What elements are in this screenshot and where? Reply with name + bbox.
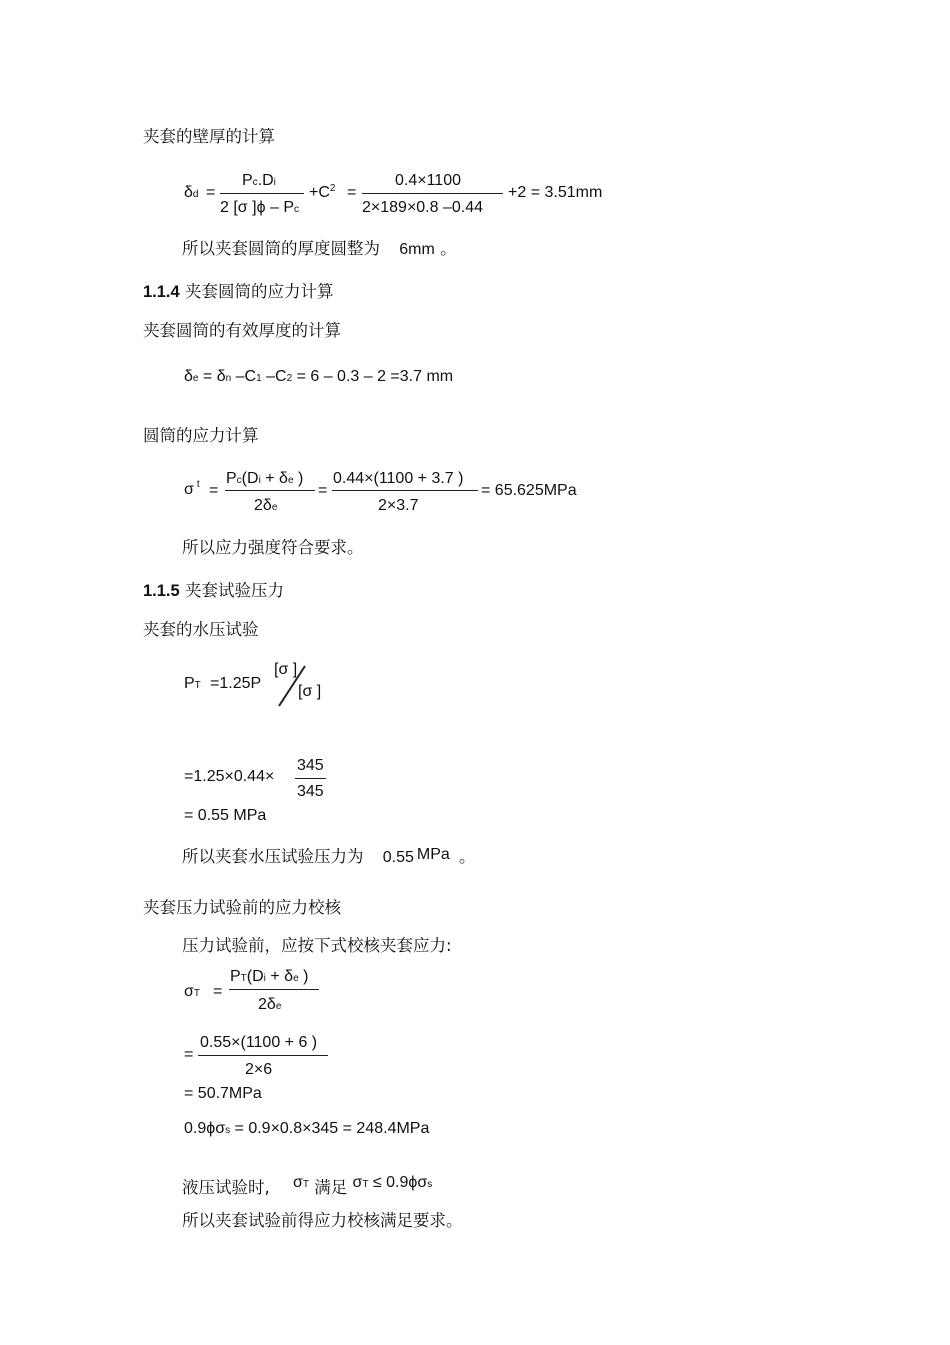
fraction-bar (225, 490, 315, 491)
fraction-denominator: 2δe (254, 497, 278, 514)
section-heading-1-1-5: 1.1.5 夹套试验压力 (143, 581, 284, 600)
fraction-numerator: PT(Di + δe ) (230, 968, 309, 985)
fraction-denominator: 2×6 (245, 1061, 273, 1078)
fraction-numerator: 0.4×1100 (395, 172, 461, 189)
formula-result: = 65.625MPa (481, 482, 577, 499)
fraction-denominator: 2δe (258, 996, 282, 1013)
delta-d-symbol: δd (184, 184, 199, 201)
fraction-denominator: 345 (297, 783, 324, 800)
sigma-T-symbol: σT (184, 983, 200, 1000)
section-title-wall-thickness: 夹套的壁厚的计算 (143, 127, 275, 146)
hydro-test-title: 夹套的水压试验 (143, 620, 259, 639)
formula-rhs: =1.25P (210, 675, 262, 692)
calc-line: =1.25×0.44× (184, 768, 275, 785)
fraction-bar (362, 193, 503, 194)
pt-symbol: PT (184, 675, 201, 692)
fraction-denominator: 2×189×0.8 –0.44 (362, 199, 484, 216)
fraction-bar (332, 490, 478, 491)
plus-c2: $+C^2$ (309, 183, 336, 201)
ratio-top: [σ ] (274, 661, 298, 678)
calc-result: = 0.55 MPa (184, 807, 267, 824)
fraction-numerator: Pc(Di + δe ) (226, 470, 304, 487)
sigma-t-symbol: σ $^t$ (184, 479, 200, 498)
equals-sign: = (209, 482, 219, 499)
formula-result: +2 = 3.51mm (508, 184, 603, 201)
wall-thickness-conclusion: 所以夹套圆筒的厚度圆整为 6mm 。 (182, 239, 457, 258)
fraction-bar (229, 989, 319, 990)
fraction-bar (295, 778, 326, 779)
equals-sign: = (347, 184, 357, 201)
stress-check-intro: 压力试验前，应按下式校核夹套应力: (182, 936, 452, 955)
fraction-numerator: Pc.Di (242, 172, 276, 189)
final-conclusion: 所以夹套试验前得应力校核满足要求。 (182, 1211, 463, 1230)
allowable-stress-line: 0.9ϕσs = 0.9×0.8×345 = 248.4MPa (184, 1120, 430, 1137)
calc-result: = 50.7MPa (184, 1085, 262, 1102)
equals-sign: = (184, 1046, 194, 1063)
fraction-denominator: 2 [σ ]ϕ – Pc (220, 199, 299, 216)
equals-sign: = (206, 184, 216, 201)
stress-check-title: 夹套压力试验前的应力校核 (143, 898, 341, 917)
effective-thickness-title: 夹套圆筒的有效厚度的计算 (143, 321, 341, 340)
fraction-bar (220, 193, 304, 194)
fraction-numerator: 345 (297, 757, 324, 774)
fraction-denominator: 2×3.7 (378, 497, 419, 514)
stress-conclusion: 所以应力强度符合要求。 (182, 538, 364, 557)
hydraulic-condition-line: 液压试验时, σT 满足 σT ≤ 0.9ϕσs (182, 1174, 433, 1197)
equals-sign: = (318, 482, 328, 499)
section-heading-1-1-4: 1.1.4 夹套圆筒的应力计算 (143, 282, 334, 301)
hydro-conclusion: 所以夹套水压试验压力为 0.55 MPa 。 (182, 846, 476, 866)
fraction-numerator: 0.55×(1100 + 6 ) (200, 1034, 318, 1051)
equals-sign: = (213, 983, 223, 1000)
formula-effective-thickness: δe = δn –C1 –C2 = 6 – 0.3 – 2 =3.7 mm (184, 368, 454, 385)
ratio-bottom: [σ ] (298, 683, 322, 700)
fraction-numerator: 0.44×(1100 + 3.7 ) (333, 470, 464, 487)
fraction-bar (198, 1055, 328, 1056)
cylinder-stress-title: 圆筒的应力计算 (143, 426, 259, 445)
